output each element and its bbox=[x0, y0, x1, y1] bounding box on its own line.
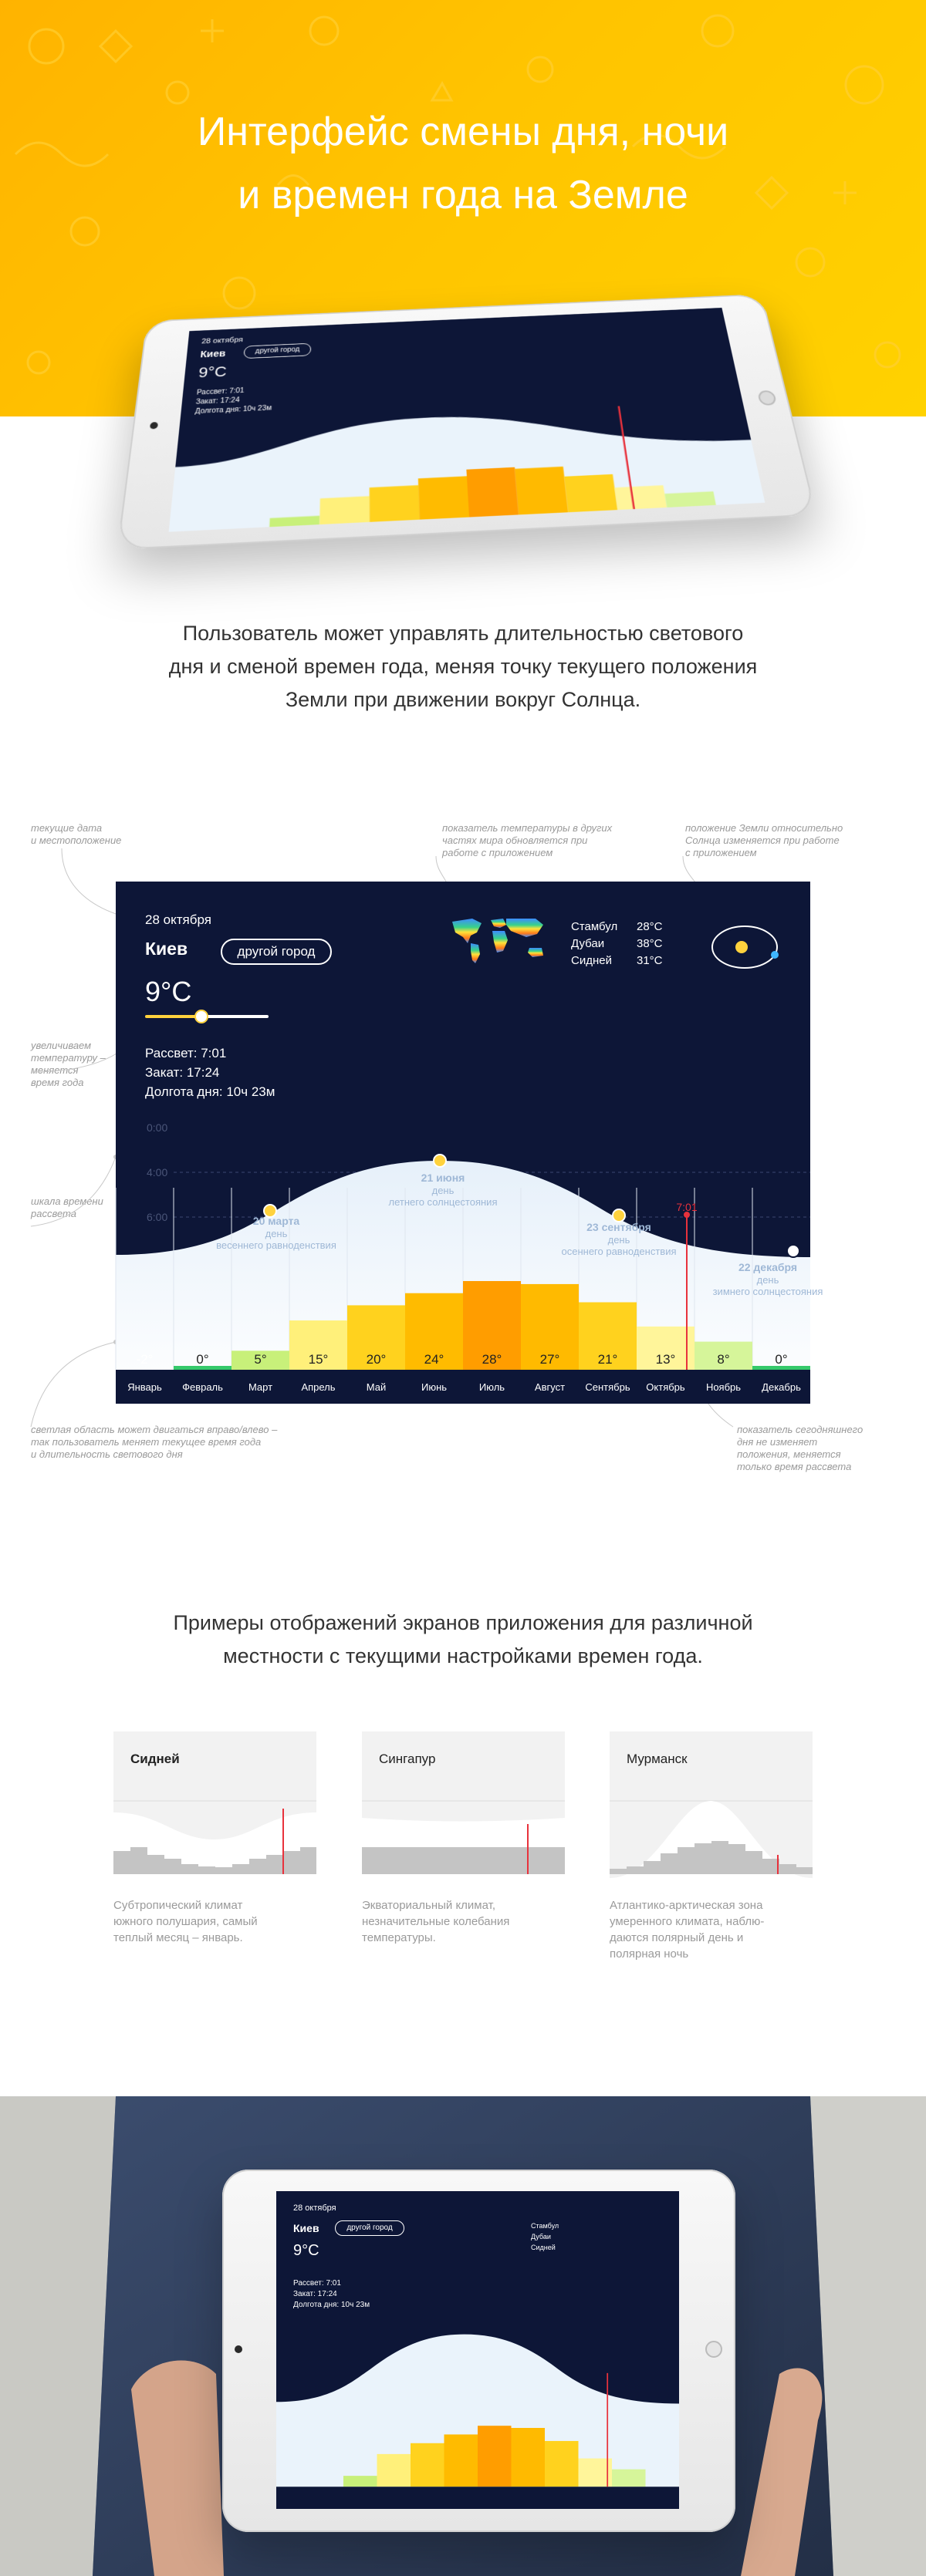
description bbox=[0, 617, 926, 716]
world-map-icon bbox=[449, 914, 548, 965]
month-label[interactable]: Декабрь bbox=[762, 1381, 801, 1393]
month-temp-label: 24° bbox=[424, 1352, 444, 1367]
season-event-date: 22 декабря bbox=[738, 1261, 798, 1273]
month-label[interactable]: Октябрь bbox=[646, 1381, 685, 1393]
mini-month-bar bbox=[664, 491, 716, 507]
photo-ipad-screen bbox=[276, 2191, 679, 2509]
annotation-light-area: светлая область может двигаться вправо/влево – так пользователь меняет текущее время года и длительность светового дня bbox=[31, 1424, 278, 1460]
example-chart bbox=[362, 1731, 565, 1886]
mini-sunrise: Рассвет: 7:01 bbox=[196, 386, 245, 397]
season-event-label: весеннего равноденствия bbox=[216, 1239, 336, 1251]
season-event-label: день bbox=[431, 1185, 455, 1196]
world-cities-list bbox=[571, 919, 671, 969]
ipad-home-button[interactable] bbox=[757, 390, 777, 406]
mini-month-bar bbox=[614, 485, 667, 510]
current-date: 28 октября bbox=[145, 912, 211, 927]
examples-title-line2: местности с текущими настройками времен года. bbox=[223, 1644, 703, 1667]
photo-ipad bbox=[222, 2170, 735, 2532]
season-event-label: зимнего солнцестояния bbox=[712, 1286, 823, 1297]
world-city-name: Дубаи bbox=[571, 937, 605, 950]
mini-month-bar bbox=[478, 2426, 512, 2487]
photo-sunrise: Рассвет: 7:01 bbox=[293, 2279, 341, 2288]
annotation-temperature: увеличиваем температуру – меняется время года bbox=[31, 1040, 106, 1088]
photo-world-cities bbox=[531, 2220, 559, 2253]
hero-title-line1: Интерфейс смены дня, ночи bbox=[197, 110, 729, 154]
example-city: Сингапур bbox=[379, 1752, 436, 1766]
examples-title bbox=[0, 1607, 926, 1673]
mini-month-bar bbox=[515, 467, 568, 514]
month-label[interactable]: Сентябрь bbox=[585, 1381, 630, 1393]
hero-title-line2: и времен года на Земле bbox=[238, 173, 688, 217]
month-label[interactable]: Ноябрь bbox=[705, 1381, 742, 1393]
temperature-slider-knob[interactable] bbox=[194, 1010, 208, 1023]
season-event-date: 21 июня bbox=[421, 1172, 465, 1184]
mini-date: 28 октября bbox=[201, 335, 244, 346]
annotation-sunrise-scale: шкала времени рассвета bbox=[31, 1195, 103, 1219]
ipad-camera bbox=[235, 2345, 242, 2353]
photo-temp: 9°C bbox=[293, 2242, 319, 2259]
month-temp-label: 8° bbox=[717, 1352, 730, 1367]
mini-month-bar bbox=[377, 2454, 411, 2487]
world-city-temp: 28°C bbox=[637, 920, 663, 933]
season-event-marker[interactable] bbox=[434, 1155, 446, 1167]
example-text-singapore: Экваториальный климат, незначительные колебания температуры. bbox=[362, 1899, 510, 1944]
sunset-text: Закат: 17:24 bbox=[145, 1065, 220, 1080]
app-screen bbox=[116, 882, 823, 1404]
description-line1: Пользователь может управлять длительностью светового bbox=[182, 622, 744, 645]
annotation-world-temps: показатель температуры в других частях мира обновляется при работе с приложением bbox=[442, 822, 613, 858]
season-event-label: день bbox=[756, 1274, 779, 1286]
mini-month-bar bbox=[370, 485, 420, 522]
world-city-name: Сидней bbox=[531, 2244, 556, 2251]
month-label[interactable]: Апрель bbox=[301, 1381, 336, 1393]
example-text-sydney: Субтропический климат южного полушария, самый теплый месяц – январь. bbox=[113, 1899, 258, 1944]
season-event-marker[interactable] bbox=[787, 1245, 799, 1257]
mini-month-bar bbox=[411, 2443, 444, 2487]
season-chart[interactable] bbox=[116, 1157, 823, 1404]
temperature-value: 9°C bbox=[145, 976, 192, 1007]
example-city: Сидней bbox=[130, 1752, 180, 1766]
season-event-label: летнего солнцестояния bbox=[388, 1196, 498, 1208]
month-label[interactable]: Март bbox=[248, 1381, 273, 1393]
month-temp-label: -2° bbox=[136, 1352, 154, 1367]
description-line3: Земли при движении вокруг Солнца. bbox=[285, 688, 641, 711]
month-temp-label: 0° bbox=[196, 1352, 209, 1367]
time-axis-6: 6:00 bbox=[147, 1211, 168, 1223]
description-line2: дня и сменой времен года, меняя точку текущего положения bbox=[168, 655, 758, 678]
month-temp-label: 28° bbox=[482, 1352, 502, 1367]
earth-orbit-icon bbox=[702, 920, 787, 974]
season-event-date: 20 марта bbox=[252, 1215, 300, 1227]
city-name: Киев bbox=[145, 939, 188, 959]
mini-city: Киев bbox=[200, 348, 226, 359]
mini-sunset: Закат: 17:24 bbox=[195, 396, 240, 406]
month-label[interactable]: Июль bbox=[478, 1381, 505, 1393]
ipad-home-button[interactable] bbox=[705, 2341, 722, 2358]
world-city-temp: 38°C bbox=[637, 937, 663, 950]
example-card-sydney[interactable] bbox=[113, 1731, 316, 1886]
world-city-row bbox=[571, 953, 671, 969]
sun-icon bbox=[735, 941, 748, 953]
sunrise-text: Рассвет: 7:01 bbox=[145, 1046, 227, 1060]
example-card-singapore[interactable] bbox=[362, 1731, 565, 1886]
mini-month-bar bbox=[466, 467, 519, 518]
mini-month-bar bbox=[612, 2470, 646, 2487]
mini-month-bar bbox=[444, 2434, 478, 2487]
world-city-name: Сидней bbox=[571, 954, 612, 967]
month-label[interactable]: Май bbox=[366, 1381, 387, 1393]
world-city-name: Стамбул bbox=[571, 920, 618, 933]
world-city-row bbox=[571, 919, 671, 936]
world-city-name: Дубаи bbox=[531, 2233, 551, 2241]
annotation-date-location: текущие дата и местоположение bbox=[31, 822, 122, 846]
month-temp-label: 21° bbox=[597, 1352, 618, 1367]
example-text-murmansk: Атлантико-арктическая зона умеренного климата, наблю- даются полярный день и полярная ночь bbox=[610, 1899, 765, 1961]
month-temp-label: 0° bbox=[775, 1352, 788, 1367]
season-event-label: осеннего равноденствия bbox=[561, 1246, 677, 1257]
temperature-slider[interactable] bbox=[145, 1015, 269, 1018]
mini-temp: 9°C bbox=[198, 362, 228, 381]
ipad-camera bbox=[150, 422, 158, 429]
hero-ipad-screen bbox=[169, 308, 765, 532]
example-chart bbox=[113, 1731, 316, 1886]
time-axis-0: 0:00 bbox=[147, 1121, 168, 1134]
hero-ipad bbox=[117, 294, 816, 550]
mini-daylength: Долгота дня: 10ч 23м bbox=[194, 404, 272, 416]
time-axis-4: 4:00 bbox=[147, 1166, 168, 1178]
photo-season-chart bbox=[276, 2332, 679, 2509]
month-temp-label: 13° bbox=[655, 1352, 676, 1367]
season-event-date: 23 сентября bbox=[586, 1221, 651, 1233]
mini-city-button[interactable]: другой город bbox=[243, 343, 311, 359]
world-city-temp: 31°C bbox=[637, 954, 663, 967]
change-city-button[interactable]: другой город bbox=[221, 939, 332, 965]
month-temp-label: 20° bbox=[366, 1352, 387, 1367]
mini-month-bar bbox=[545, 2441, 579, 2487]
example-chart bbox=[610, 1731, 813, 1886]
mini-month-bar bbox=[319, 496, 370, 524]
photo-section bbox=[0, 2096, 926, 2576]
month-temp-label: 5° bbox=[254, 1352, 267, 1367]
month-label[interactable]: Август bbox=[534, 1381, 566, 1393]
hero-title bbox=[0, 100, 926, 227]
season-event-label: день bbox=[265, 1228, 288, 1239]
photo-daylength: Долгота дня: 10ч 23м bbox=[293, 2301, 370, 2309]
earth-icon bbox=[771, 951, 779, 959]
month-temp-label: 27° bbox=[539, 1352, 560, 1367]
month-label[interactable]: Февраль bbox=[182, 1381, 223, 1393]
photo-city-button[interactable]: другой город bbox=[335, 2220, 404, 2236]
annotation-today: показатель сегодняшнего дня не изменяет положения, меняется только время рассвета bbox=[737, 1424, 863, 1472]
world-city-row bbox=[571, 936, 671, 953]
example-card-murmansk[interactable] bbox=[610, 1731, 813, 1886]
month-label[interactable]: Январь bbox=[127, 1381, 162, 1393]
world-city-name: Стамбул bbox=[531, 2222, 559, 2230]
today-time: 7:01 bbox=[676, 1201, 698, 1213]
photo-city: Киев bbox=[293, 2222, 319, 2234]
mini-month-bar bbox=[564, 474, 617, 512]
example-city: Мурманск bbox=[627, 1752, 688, 1766]
season-event-marker[interactable] bbox=[613, 1209, 625, 1222]
mini-month-bar bbox=[512, 2428, 546, 2487]
mini-month-bar bbox=[343, 2476, 377, 2487]
examples-title-line1: Примеры отображений экранов приложения для различной bbox=[173, 1611, 753, 1634]
day-length-text: Долгота дня: 10ч 23м bbox=[145, 1084, 275, 1099]
month-temp-label: 15° bbox=[308, 1352, 329, 1367]
annotation-earth-position: положение Земли относительно Солнца изменяется при работе с приложением bbox=[685, 822, 843, 858]
photo-sunset: Закат: 17:24 bbox=[293, 2290, 337, 2298]
photo-date: 28 октября bbox=[293, 2203, 336, 2213]
month-label[interactable]: Июнь bbox=[421, 1381, 448, 1393]
mini-month-bar bbox=[418, 476, 469, 519]
season-event-label: день bbox=[607, 1234, 630, 1246]
